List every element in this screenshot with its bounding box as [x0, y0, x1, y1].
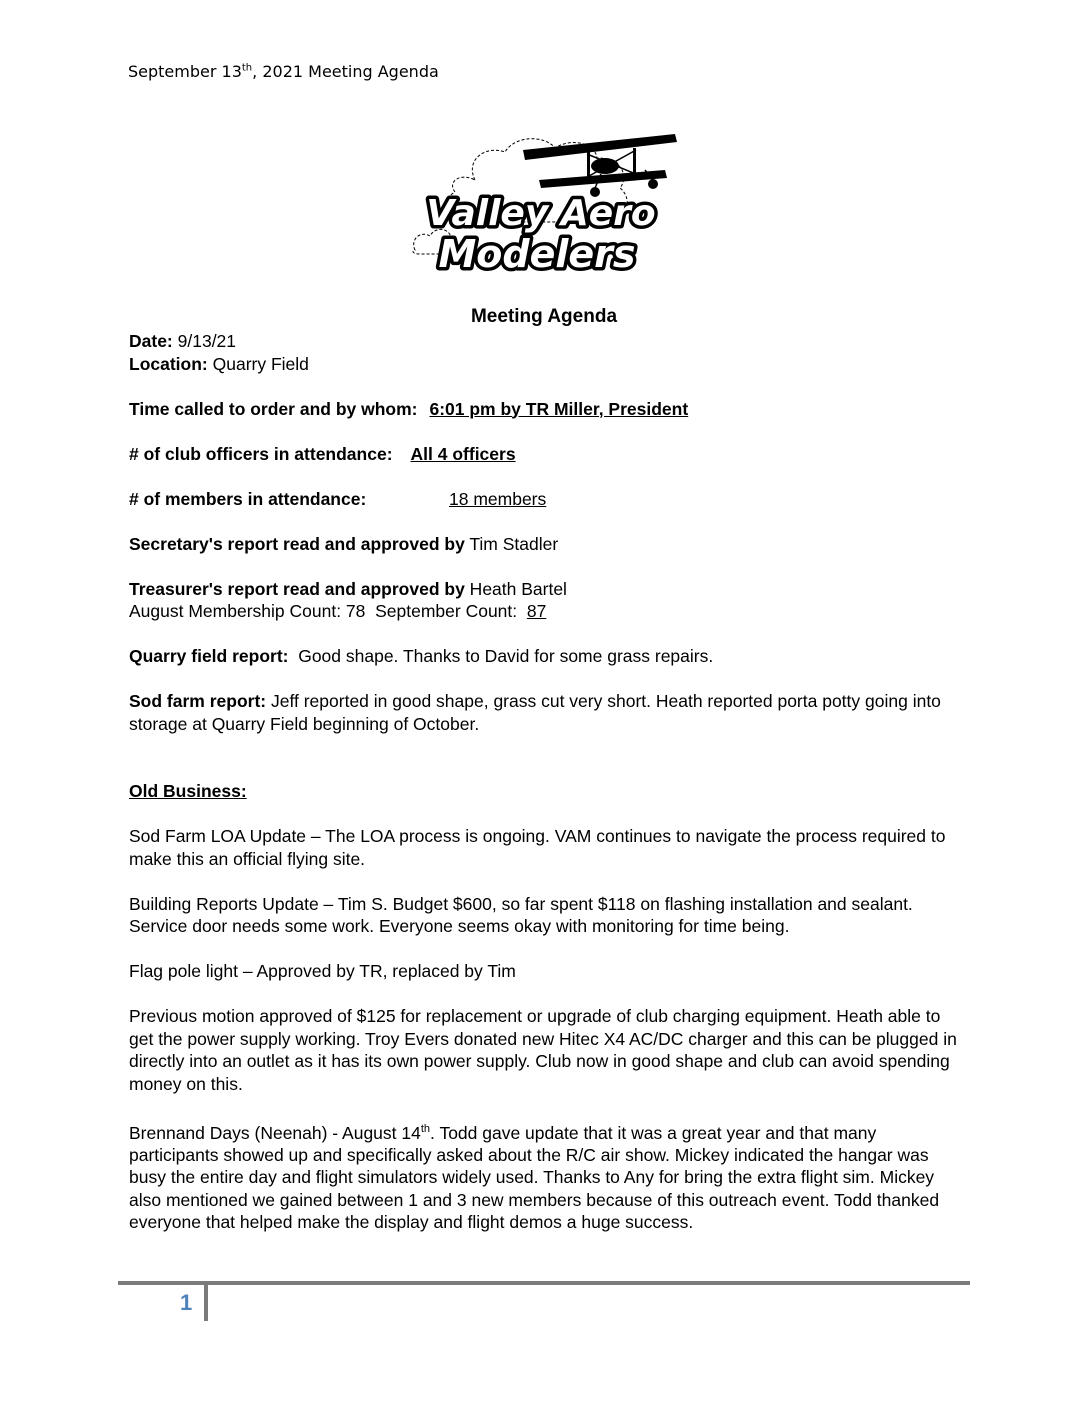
logo-line1: Valley Aero — [426, 193, 656, 234]
order-line — [129, 398, 959, 421]
brennand-pre: Brennand Days (Neenah) - August 14 — [129, 1122, 421, 1143]
sod-report-value: Jeff reported in good shape, grass cut very short. Heath reported porta potty going into storage at Quarry Field beginning of October. — [129, 691, 941, 734]
officers-label: # of club officers in attendance: — [129, 443, 393, 464]
document-header — [128, 62, 439, 81]
brennand-post: . Todd gave update that it was a great year and that many participants showed up and specifically asked about the R/C air show. Mickey indicated the hangar was busy the entire day and flight simulators widely used. Thanks to Any for bring the extra flight sim. Mickey also mentioned we gained between 1 and 3 new members because of this outreach event. Todd thanked everyone that helped make the display and flight demos a huge success. — [129, 1122, 940, 1233]
treasurer-value: Heath Bartel — [464, 578, 567, 599]
date-label: Date: — [129, 331, 173, 351]
old-business-item: Previous motion approved of $125 for replacement or upgrade of club charging equipment. Heath able to get the power supply working. Troy Evers donated new Hitec X4 AC/DC charger and this can be plugged in directly into an outlet as it has its own power supply. Club now in good shape and club can avoid spending money on this. — [129, 1006, 957, 1094]
brennand-days-item — [129, 1118, 959, 1234]
footer-rule — [118, 1281, 970, 1285]
quarry-report-line — [129, 645, 959, 668]
location-line — [129, 353, 959, 376]
valley-aero-modelers-logo — [405, 130, 677, 280]
date-line — [129, 330, 959, 353]
logo-line2: Modelers — [438, 232, 636, 276]
header-date-suffix: th — [241, 62, 253, 74]
location-value: Quarry Field — [207, 353, 309, 374]
agenda-body — [129, 330, 959, 1234]
membership-count-line — [129, 600, 959, 623]
brennand-sup: th — [420, 1122, 431, 1135]
old-business-heading: Old Business: — [129, 781, 247, 801]
officers-line — [129, 443, 959, 466]
september-count-value: 87 — [526, 601, 547, 621]
secretary-label: Secretary's report read and approved by — [129, 533, 465, 554]
old-business-item: Building Reports Update – Tim S. Budget $600, so far spent $118 on flashing installation and sealant. Service door needs some work. Everyone seems okay with monitoring for time being. — [129, 893, 913, 936]
sod-report-line — [129, 690, 959, 735]
location-label: Location: — [129, 353, 208, 374]
members-line — [129, 488, 959, 511]
header-title: , 2021 Meeting Agenda — [252, 62, 439, 81]
header-date: September 13 — [128, 62, 242, 81]
sod-report-label: Sod farm report: — [129, 691, 267, 711]
page-title: Meeting Agenda — [470, 306, 618, 327]
members-value: 18 members — [449, 488, 547, 509]
secretary-line — [129, 533, 959, 556]
treasurer-line — [129, 578, 959, 601]
secretary-value: Tim Stadler — [464, 533, 559, 554]
quarry-report-value: Good shape. Thanks to David for some grass repairs. — [288, 646, 714, 666]
treasurer-label: Treasurer's report read and approved by — [129, 578, 465, 599]
order-value: 6:01 pm by TR Miller, President — [429, 398, 689, 419]
page-number: 1 — [180, 1290, 193, 1315]
order-label: Time called to order and by whom: — [129, 398, 418, 419]
members-label: # of members in attendance: — [129, 488, 367, 509]
old-business-item: Sod Farm LOA Update – The LOA process is ongoing. VAM continues to navigate the process required to make this an official flying site. — [129, 826, 946, 869]
membership-count-text: August Membership Count: 78 September Count: — [129, 601, 527, 621]
quarry-report-label: Quarry field report: — [129, 646, 289, 666]
old-business-item: Flag pole light – Approved by TR, replaced by Tim — [129, 961, 516, 981]
officers-value: All 4 officers — [410, 443, 516, 464]
footer-divider — [204, 1285, 208, 1321]
date-value: 9/13/21 — [172, 331, 237, 351]
